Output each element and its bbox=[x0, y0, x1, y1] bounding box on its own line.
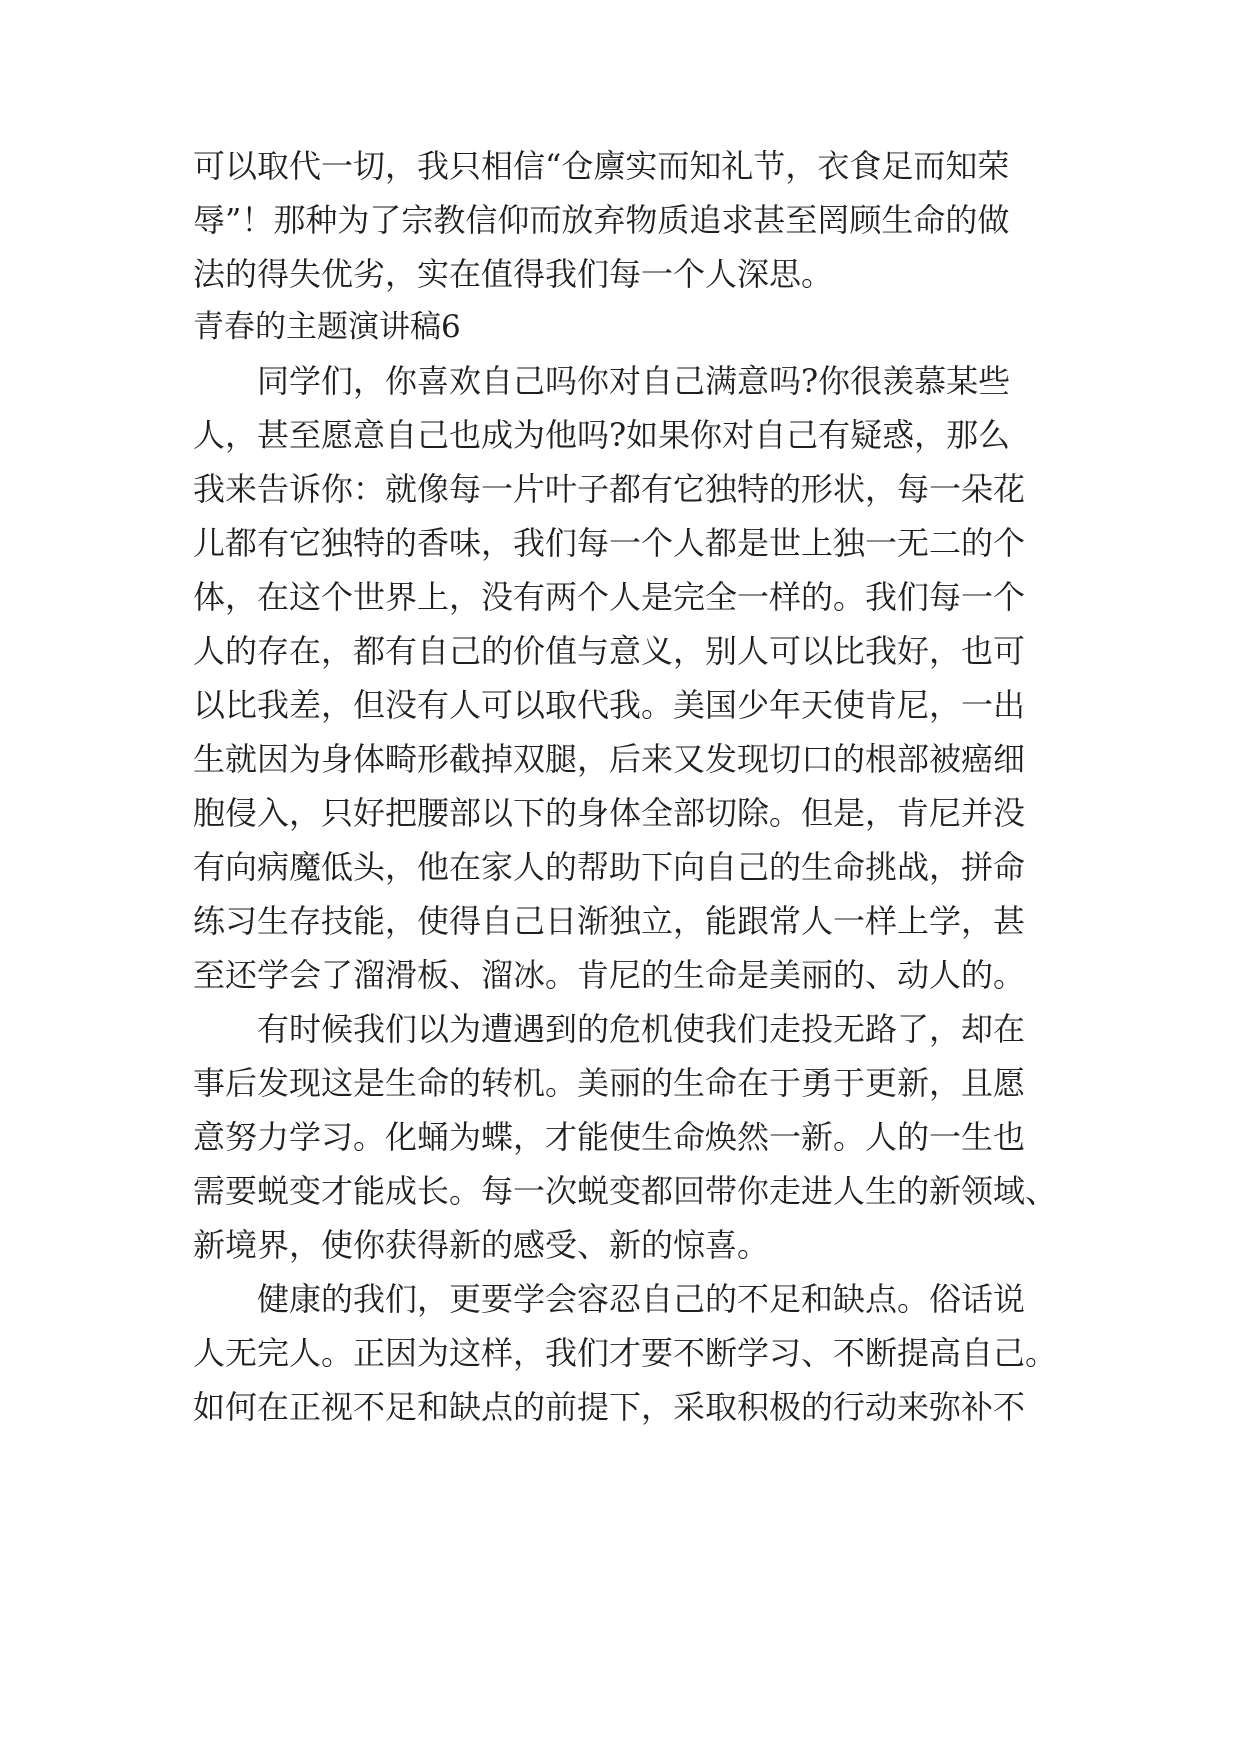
paragraph-line: 事后发现这是生命的转机。美丽的生命在于勇于更新，且愿 bbox=[193, 1064, 1026, 1102]
paragraph-line: 练习生存技能，使得自己日渐独立，能跟常人一样上学，甚 bbox=[193, 902, 1026, 940]
paragraph-line: 体，在这个世界上，没有两个人是完全一样的。我们每一个 bbox=[193, 578, 1026, 616]
paragraph-line: 健康的我们，更要学会容忍自己的不足和缺点。俗话说 bbox=[257, 1280, 1026, 1318]
paragraph-line: 以比我差，但没有人可以取代我。美国少年天使肯尼，一出 bbox=[193, 686, 1026, 724]
section-heading: 青春的主题演讲稿6 bbox=[193, 309, 461, 345]
paragraph-line: 胞侵入，只好把腰部以下的身体全部切除。但是，肯尼并没 bbox=[193, 794, 1026, 832]
paragraph-line: 生就因为身体畸形截掉双腿，后来又发现切口的根部被癌细 bbox=[193, 740, 1026, 778]
paragraph-line: 同学们，你喜欢自己吗你对自己满意吗?你很羡慕某些 bbox=[257, 362, 1011, 400]
paragraph-line: 至还学会了溜滑板、溜冰。肯尼的生命是美丽的、动人的。 bbox=[193, 956, 1026, 994]
paragraph-line: 儿都有它独特的香味，我们每一个人都是世上独一无二的个 bbox=[193, 524, 1026, 562]
paragraph-line: 如何在正视不足和缺点的前提下，采取积极的行动来弥补不 bbox=[193, 1388, 1026, 1426]
paragraph-line: 有向病魔低头，他在家人的帮助下向自己的生命挑战，拼命 bbox=[193, 848, 1026, 886]
paragraph-line: 我来告诉你：就像每一片叶子都有它独特的形状，每一朵花 bbox=[193, 470, 1026, 508]
paragraph-line: 人无完人。正因为这样，我们才要不断学习、不断提高自己。 bbox=[193, 1334, 1058, 1372]
paragraph-line: 人，甚至愿意自己也成为他吗?如果你对自己有疑惑，那么 bbox=[193, 416, 1011, 454]
paragraph-line: 新境界，使你获得新的感受、新的惊喜。 bbox=[193, 1226, 770, 1264]
paragraph-line: 人的存在，都有自己的价值与意义，别人可以比我好，也可 bbox=[193, 632, 1026, 670]
paragraph-line: 需要蜕变才能成长。每一次蜕变都回带你走进人生的新领域、 bbox=[193, 1172, 1058, 1210]
paragraph-line: 有时候我们以为遭遇到的危机使我们走投无路了，却在 bbox=[257, 1010, 1026, 1048]
paragraph-line: 可以取代一切，我只相信“仓廪实而知礼节，衣食足而知荣 bbox=[193, 147, 1010, 185]
paragraph-line: 意努力学习。化蛹为蝶，才能使生命焕然一新。人的一生也 bbox=[193, 1118, 1026, 1156]
paragraph-line: 辱”！那种为了宗教信仰而放弃物质追求甚至罔顾生命的做 bbox=[193, 201, 1010, 239]
paragraph-line: 法的得失优劣，实在值得我们每一个人深思。 bbox=[193, 255, 834, 293]
